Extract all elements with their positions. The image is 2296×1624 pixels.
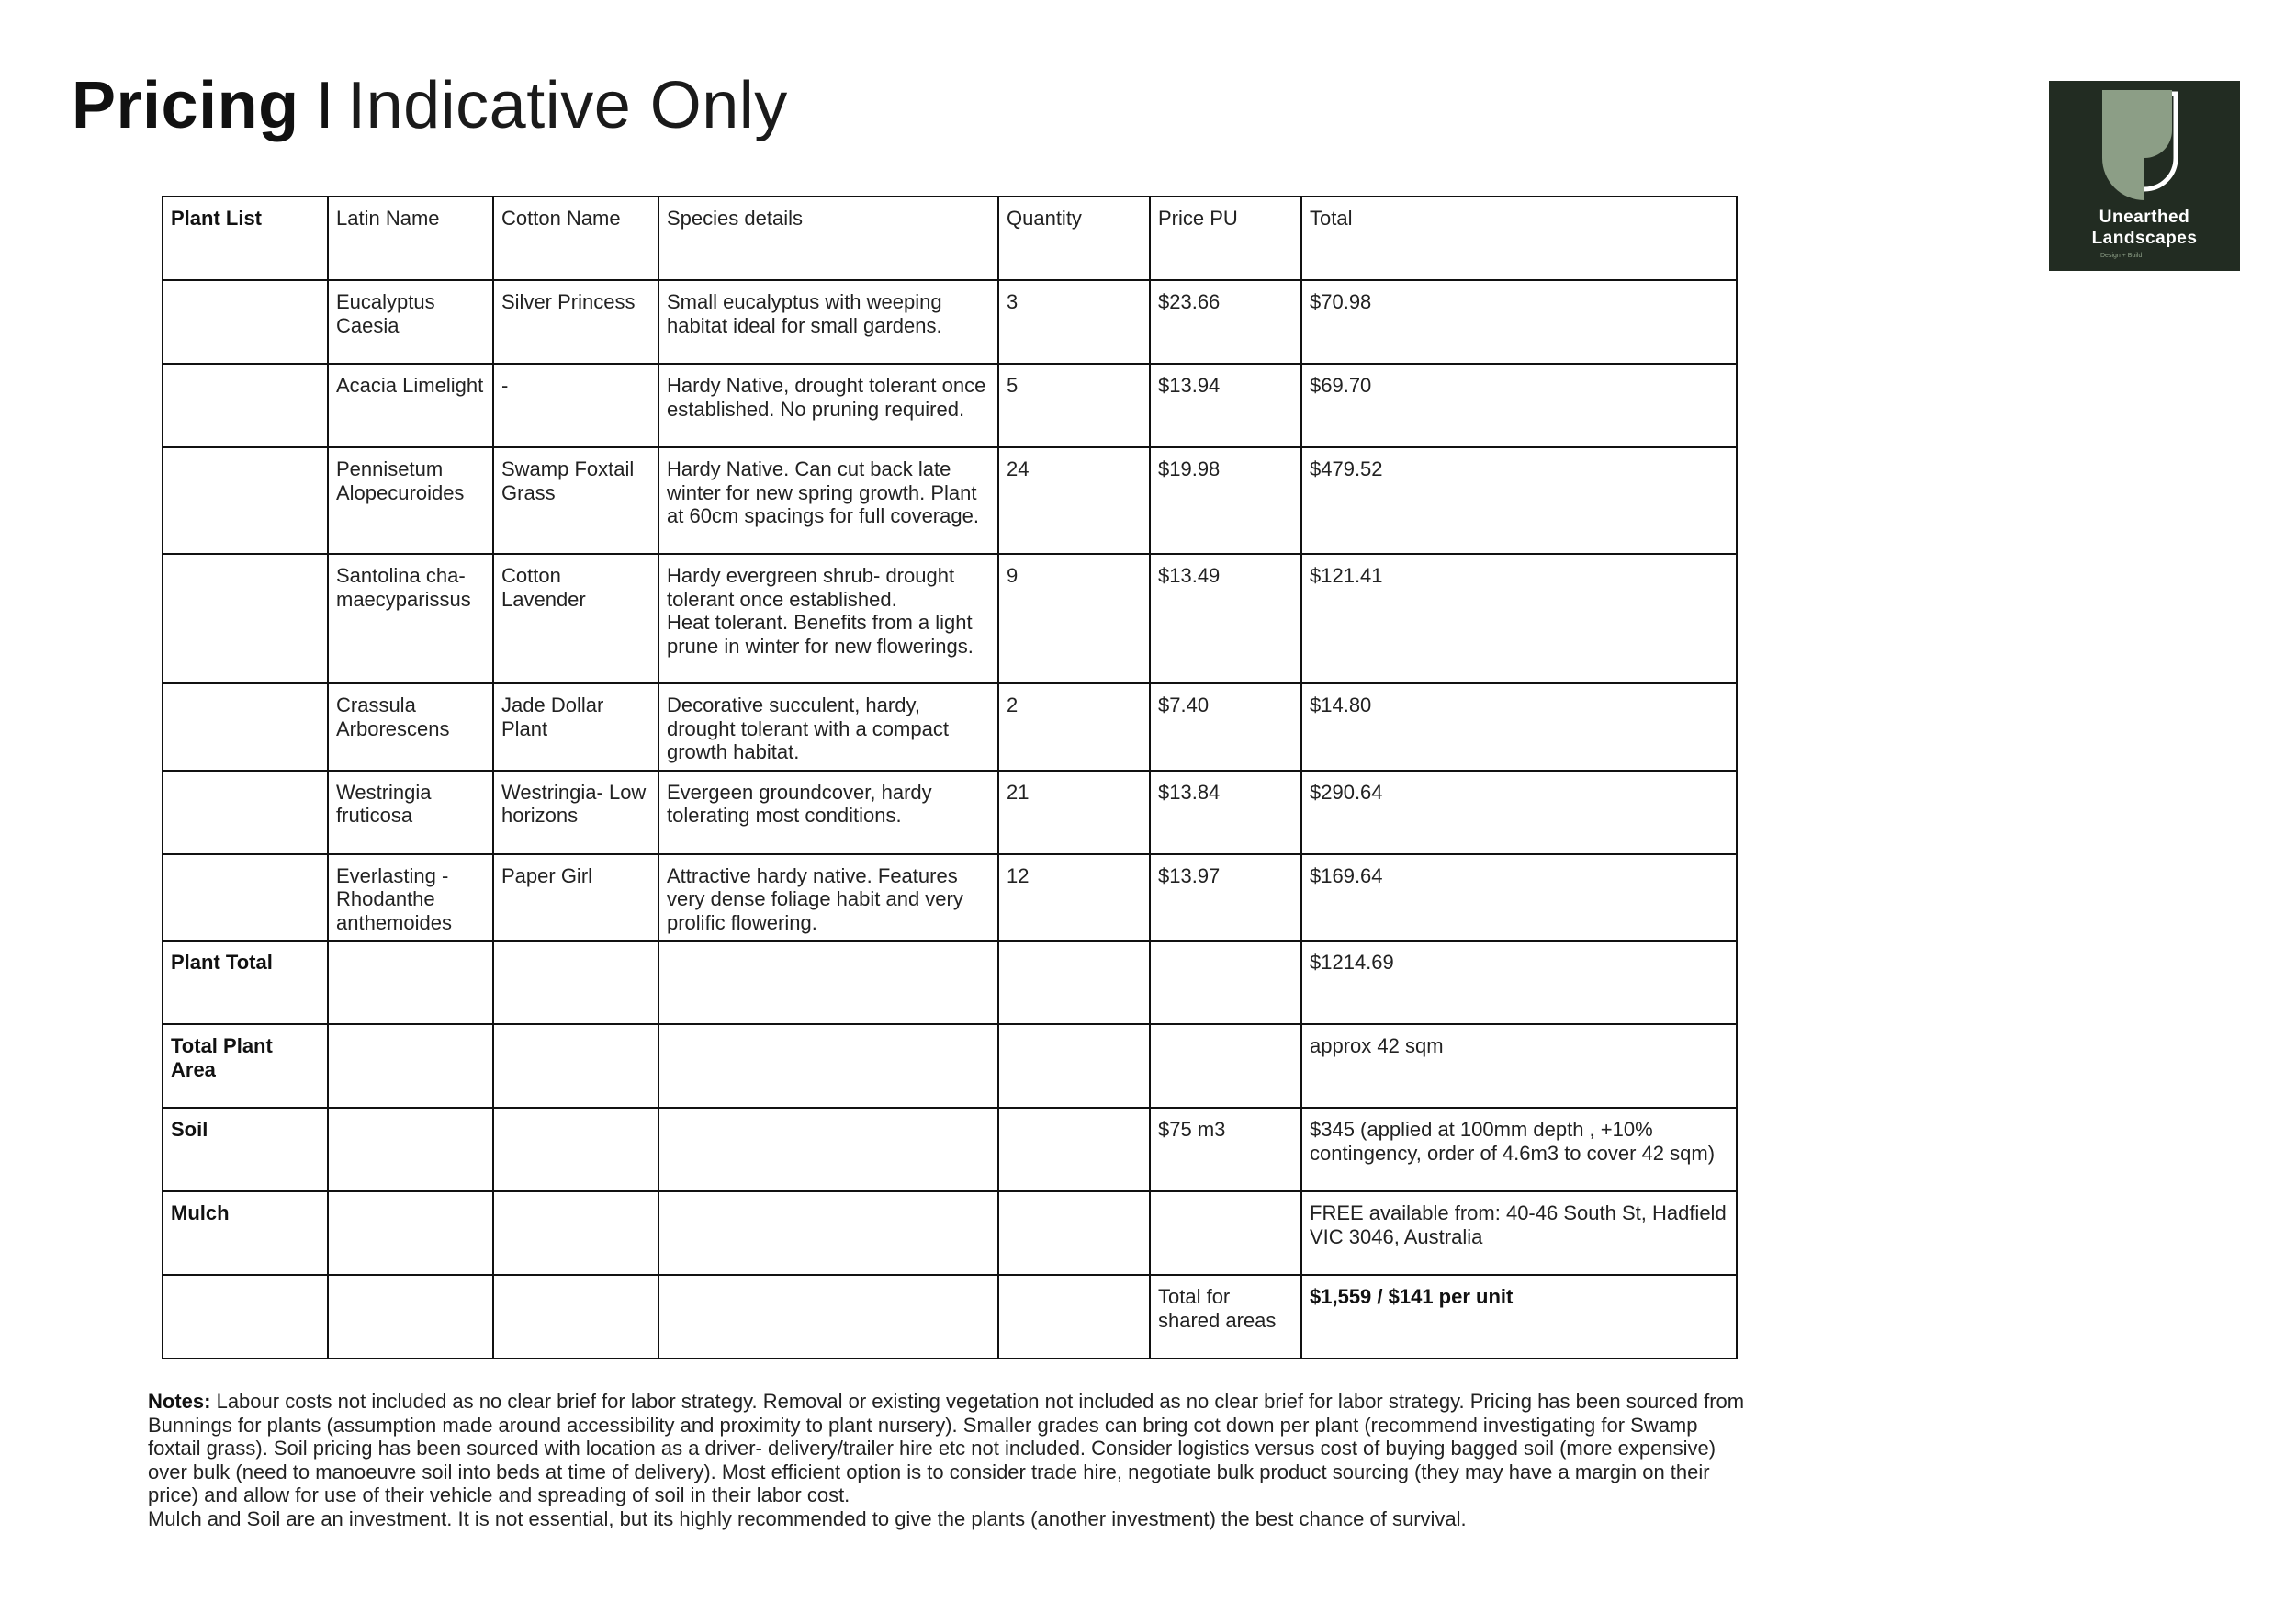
species-details-cell: Hardy Native. Can cut back late winter for new spring growth. Plant at 60cm spacings for full coverage. <box>658 447 998 554</box>
plant-total-row <box>163 941 1737 1024</box>
header-plant-list: Plant List <box>163 197 328 280</box>
row-label-cell <box>163 554 328 683</box>
common-name-cell: - <box>493 364 658 447</box>
table-row <box>163 364 1737 447</box>
latin-name-cell: Santolina cha-maecyparissus <box>328 554 493 683</box>
price-cell: $13.94 <box>1150 364 1301 447</box>
price-cell: $13.84 <box>1150 771 1301 854</box>
common-name-cell: Cotton Lavender <box>493 554 658 683</box>
plant-area-label: Total Plant Area <box>163 1024 328 1108</box>
common-name-cell: Westringia- Low horizons <box>493 771 658 854</box>
quantity-cell: 5 <box>998 364 1150 447</box>
price-cell: $13.97 <box>1150 854 1301 942</box>
table-row <box>163 554 1737 683</box>
latin-name-cell: Eucalyptus Caesia <box>328 280 493 364</box>
quantity-cell: 21 <box>998 771 1150 854</box>
common-name-cell: Paper Girl <box>493 854 658 942</box>
page-title <box>72 64 788 147</box>
notes-body: Labour costs not included as no clear brief for labor strategy. Removal or existing vegetation not included as no clear brief for labor strategy. Pricing has been sourced from Bunnings for plants (assumption made around accessibility and proximity to plant nursery). Smaller grades can bring cot down per plant (recommend investigating for Swamp foxtail grass). Soil pricing has been sourced with location as a driver- delivery/trailer hire etc not included. Consider logistics versus cost of buying bagged soil (more expensive) over bulk (need to manoeuvre soil into beds at time of delivery). Most efficient option is to consider trade hire, negotiate bulk product sourcing (they may have a margin on their price) and allow for use of their vehicle and spreading of soil in their labor cost. <box>148 1390 1745 1506</box>
total-cell: $70.98 <box>1301 280 1737 364</box>
soil-label: Soil <box>163 1108 328 1191</box>
common-name-cell: Swamp Foxtail Grass <box>493 447 658 554</box>
mulch-label: Mulch <box>163 1191 328 1275</box>
quantity-cell: 12 <box>998 854 1150 942</box>
header-total: Total <box>1301 197 1737 280</box>
mulch-row <box>163 1191 1737 1275</box>
plant-total-value: $1214.69 <box>1301 941 1737 1024</box>
latin-name-cell: Everlasting - Rhodanthe anthemoides <box>328 854 493 942</box>
quantity-cell: 9 <box>998 554 1150 683</box>
common-name-cell: Jade Dollar Plant <box>493 683 658 771</box>
soil-price: $75 m3 <box>1150 1108 1301 1191</box>
table-row <box>163 447 1737 554</box>
soil-row <box>163 1108 1737 1191</box>
quantity-cell: 3 <box>998 280 1150 364</box>
species-details-cell: Hardy Native, drought tolerant once established. No pruning required. <box>658 364 998 447</box>
pricing-table <box>162 196 1738 1359</box>
notes-section <box>148 1390 1746 1530</box>
species-details-cell: Hardy evergreen shrub- drought tolerant once established. Heat tolerant. Benefits from a light prune in winter for new flowerings. <box>658 554 998 683</box>
title-separator: I <box>315 69 335 142</box>
total-cell: $121.41 <box>1301 554 1737 683</box>
plant-total-label: Plant Total <box>163 941 328 1024</box>
species-details-cell: Attractive hardy native. Features very dense foliage habit and very prolific flowering. <box>658 854 998 942</box>
quantity-cell: 2 <box>998 683 1150 771</box>
logo-wordmark: Unearthed Landscapes <box>2091 208 2198 248</box>
mulch-total: FREE available from: 40-46 South St, Hadfield VIC 3046, Australia <box>1301 1191 1737 1275</box>
price-cell: $7.40 <box>1150 683 1301 771</box>
total-cell: $14.80 <box>1301 683 1737 771</box>
latin-name-cell: Pennisetum Alopecuroides <box>328 447 493 554</box>
common-name-cell: Silver Princess <box>493 280 658 364</box>
species-details-cell: Evergeen groundcover, hardy tolerating most conditions. <box>658 771 998 854</box>
soil-total: $345 (applied at 100mm depth , +10% contingency, order of 4.6m3 to cover 42 sqm) <box>1301 1108 1737 1191</box>
plant-area-value: approx 42 sqm <box>1301 1024 1737 1108</box>
title-subtitle: Indicative Only <box>347 69 788 142</box>
grand-total-label: Total for shared areas <box>1150 1275 1301 1359</box>
species-details-cell: Decorative succulent, hardy, drought tolerant with a compact growth habitat. <box>658 683 998 771</box>
title-bold: Pricing <box>72 69 299 142</box>
row-label-cell <box>163 683 328 771</box>
company-logo <box>2049 81 2240 271</box>
total-cell: $69.70 <box>1301 364 1737 447</box>
quantity-cell: 24 <box>998 447 1150 554</box>
price-cell: $13.49 <box>1150 554 1301 683</box>
header-price-pu: Price PU <box>1150 197 1301 280</box>
notes-paragraph <box>148 1390 1746 1507</box>
row-label-cell <box>163 364 328 447</box>
row-label-cell <box>163 854 328 942</box>
table-row <box>163 771 1737 854</box>
grand-total-value: $1,559 / $141 per unit <box>1301 1275 1737 1359</box>
notes-label: Notes: <box>148 1390 211 1413</box>
table-row <box>163 854 1737 942</box>
logo-tagline: Design + Build <box>2100 253 2143 259</box>
notes-closing: Mulch and Soil are an investment. It is not essential, but its highly recommended to give the plants (another investment) the best chance of survival. <box>148 1506 1467 1530</box>
table-row <box>163 280 1737 364</box>
latin-name-cell: Acacia Limelight <box>328 364 493 447</box>
row-label-cell <box>163 447 328 554</box>
total-cell: $479.52 <box>1301 447 1737 554</box>
plant-area-row <box>163 1024 1737 1108</box>
header-common-name: Cotton Name <box>493 197 658 280</box>
species-details-cell: Small eucalyptus with weeping habitat ideal for small gardens. <box>658 280 998 364</box>
header-latin-name: Latin Name <box>328 197 493 280</box>
total-cell: $290.64 <box>1301 771 1737 854</box>
row-label-cell <box>163 280 328 364</box>
total-cell: $169.64 <box>1301 854 1737 942</box>
grand-total-row <box>163 1275 1737 1359</box>
price-cell: $19.98 <box>1150 447 1301 554</box>
latin-name-cell: Crassula Arborescens <box>328 683 493 771</box>
table-header-row <box>163 197 1737 280</box>
header-quantity: Quantity <box>998 197 1150 280</box>
latin-name-cell: Westringia fruticosa <box>328 771 493 854</box>
header-species-details: Species details <box>658 197 998 280</box>
table-row <box>163 683 1737 771</box>
price-cell: $23.66 <box>1150 280 1301 364</box>
row-label-cell <box>163 771 328 854</box>
